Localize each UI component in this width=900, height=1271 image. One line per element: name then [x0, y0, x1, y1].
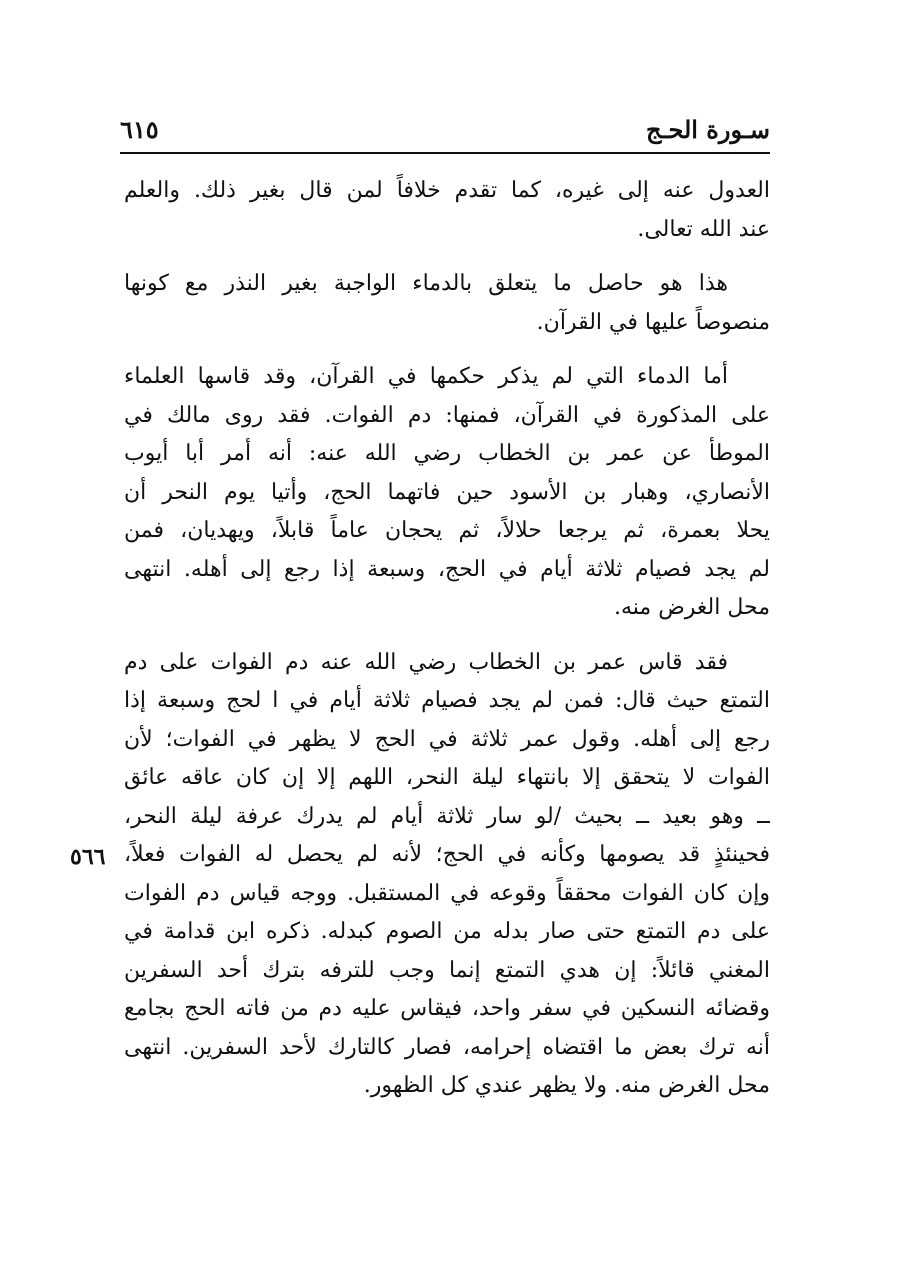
page-header	[120, 112, 770, 152]
text-line: وإن كان الفوات محققاً وقوعه في المستقبل. ووجه قياس دم الفوات	[124, 880, 770, 906]
text-line: منصوصاً عليها في القرآن.	[536, 309, 770, 335]
text-line: هذا هو حاصل ما يتعلق بالدماء الواجبة بغير النذر مع كونها	[124, 271, 728, 296]
text-line: الفوات لا يتحقق إلا بانتهاء ليلة النحر، اللهم إلا إن كان عاقه عائق	[124, 765, 770, 790]
text-line: فحينئذٍ قد يصومها وكأنه في الحج؛ لأنه لم يحصل له الفوات فعلاً،	[124, 842, 770, 867]
text-line: على المذكورة في القرآن، فمنها: دم الفوات. فقد روى مالك في	[124, 402, 770, 428]
text-line: المغني قائلاً: إن هدي التمتع إنما وجب للترفه بترك أحد السفرين	[124, 957, 770, 983]
text-line: لم يجد فصيام ثلاثة أيام في الحج، وسبعة إذا رجع إلى أهله. انتهى	[124, 556, 770, 582]
header-rule	[120, 152, 770, 154]
text-line: التمتع حيث قال: فمن لم يجد فصيام ثلاثة أيام في ا لحج وسبعة إذا	[124, 688, 770, 713]
running-title: سـورة الحـج	[645, 115, 770, 144]
body-text	[124, 172, 770, 1122]
text-line: ــ وهو بعيد ــ بحيث /لو سار ثلاثة أيام لم يدرك عرفة ليلة النحر،	[124, 803, 770, 829]
text-line: الأنصاري، وهبار بن الأسود حين فاتهما الحج، وأتيا يوم النحر أن	[124, 479, 770, 505]
text-line: عند الله تعالى.	[637, 216, 770, 242]
text-line: محل الغرض منه. ولا يظهر عندي كل الظهور.	[363, 1073, 770, 1098]
paragraph-1	[124, 172, 770, 249]
paragraph-3	[124, 358, 770, 628]
text-line: رجع إلى أهله. وقول عمر ثلاثة في الحج لا يظهر في الفوات؛ لأن	[124, 726, 770, 752]
margin-page-reference: ٥٦٦	[70, 844, 106, 870]
text-line: أما الدماء التي لم يذكر حكمها في القرآن، وقد قاسها العلماء	[124, 364, 728, 389]
paragraph-2	[124, 265, 770, 342]
text-line: محل الغرض منه.	[613, 595, 770, 620]
text-line: فقد قاس عمر بن الخطاب رضي الله عنه دم الفوات على دم	[124, 649, 728, 675]
text-line: يحلا بعمرة، ثم يرجعا حلالاً، ثم يحجان عاماً قابلاً، ويهديان، فمن	[124, 518, 770, 543]
text-line: أنه ترك بعض ما اقتضاه إحرامه، فصار كالتارك لأحد السفرين. انتهى	[124, 1034, 770, 1060]
page-number: ٦١٥	[120, 115, 159, 144]
text-line: على دم التمتع حتى صار بدله من الصوم كبدله. ذكره ابن قدامة في	[124, 919, 770, 944]
text-line: وقضائه النسكين في سفر واحد، فيقاس عليه دم من فاته الحج بجامع	[124, 996, 770, 1021]
paragraph-4	[124, 644, 770, 1106]
text-line: الموطأ عن عمر بن الخطاب رضي الله عنه: أنه أمر أبا أيوب	[124, 441, 770, 466]
text-line: العدول عنه إلى غيره، كما تقدم خلافاً لمن قال بغير ذلك. والعلم	[124, 178, 770, 203]
